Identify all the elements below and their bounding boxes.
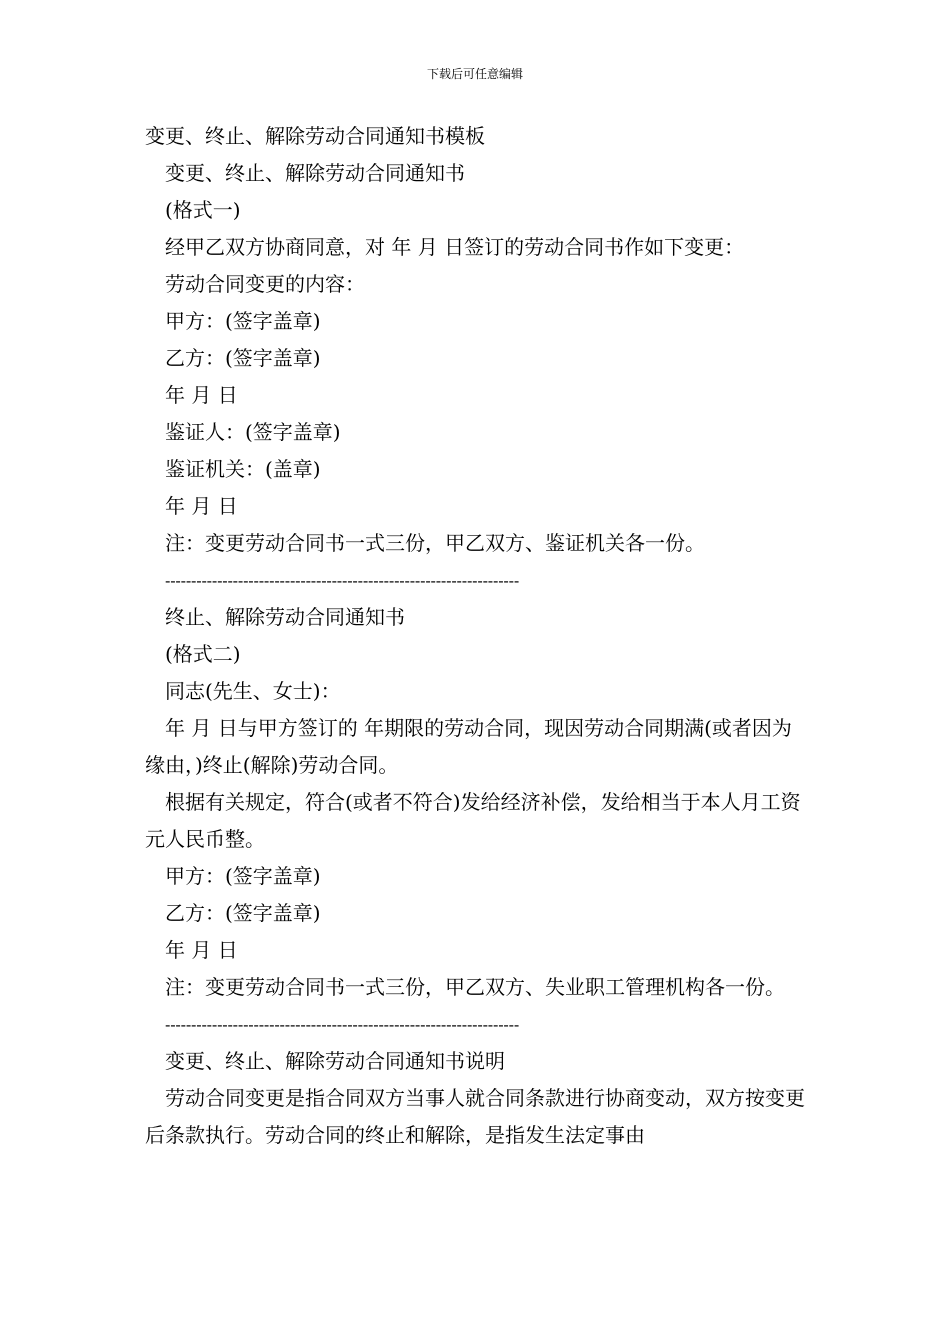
section2-party-b: 乙方：(签字盖章)	[165, 901, 321, 925]
document-title: 变更、终止、解除劳动合同通知书模板	[145, 124, 485, 148]
section2-salutation: 同志(先生、女士)：	[165, 679, 341, 703]
section2-paragraph-1: 年 月 日与甲方签订的 年期限的劳动合同，现因劳动合同期满(或者因为 缘由，)终止(解除)劳动合同。	[145, 716, 792, 777]
section1-format: (格式一)	[165, 198, 241, 222]
section2-paragraph-2: 根据有关规定，符合(或者不符合)发给经济补偿，发给相当于本人月工资 元人民币整。	[145, 790, 801, 851]
section1-authority: 鉴证机关：(盖章)	[165, 457, 321, 481]
section-divider-2: --------------------------------------------------------------------	[165, 1015, 520, 1034]
document-body	[145, 118, 810, 1154]
section3-heading: 变更、终止、解除劳动合同通知书说明	[165, 1049, 505, 1073]
section1-witness: 鉴证人：(签字盖章)	[165, 420, 341, 444]
section1-intro: 经甲乙双方协商同意，对 年 月 日签订的劳动合同书作如下变更：	[165, 235, 745, 259]
section1-content-label: 劳动合同变更的内容：	[165, 272, 365, 296]
section2-party-a: 甲方：(签字盖章)	[165, 864, 321, 888]
section2-note: 注：变更劳动合同书一式三份，甲乙双方、失业职工管理机构各一份。	[165, 975, 785, 999]
section3-paragraph-1: 劳动合同变更是指合同双方当事人就合同条款进行协商变动，双方按变更后条款执行。劳动合同的终止和解除，是指发生法定事由	[145, 1086, 805, 1147]
section2-date: 年 月 日	[165, 938, 238, 962]
section1-note: 注：变更劳动合同书一式三份，甲乙双方、鉴证机关各一份。	[165, 531, 705, 555]
section1-date-1: 年 月 日	[165, 383, 238, 407]
header-note: 下载后可任意编辑	[426, 67, 523, 81]
section1-date-2: 年 月 日	[165, 494, 238, 518]
section1-heading: 变更、终止、解除劳动合同通知书	[165, 161, 465, 185]
section1-party-a: 甲方：(签字盖章)	[165, 309, 321, 333]
section1-party-b: 乙方：(签字盖章)	[165, 346, 321, 370]
section2-format: (格式二)	[165, 642, 241, 666]
section2-heading: 终止、解除劳动合同通知书	[165, 605, 405, 629]
section-divider-1: --------------------------------------------------------------------	[165, 571, 520, 590]
